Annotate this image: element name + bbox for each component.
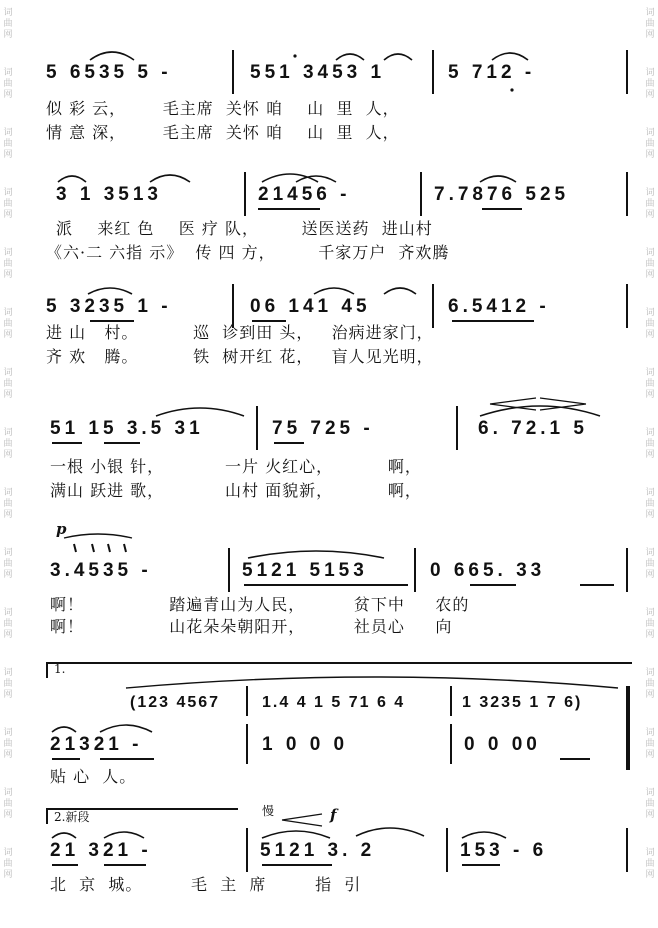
watermark-glyph: 词 (3, 608, 13, 618)
watermark-glyph: 网 (3, 90, 13, 100)
lyric-line-1: 进 山 村。 巡 诊到田 头， 治病进家门， (46, 323, 434, 342)
measure-7-1: 21 321 - (50, 840, 152, 861)
watermark-glyph: 曲 (3, 859, 13, 869)
watermark-glyph: 词 (3, 8, 13, 18)
barline (432, 50, 434, 94)
accompaniment-3: 1 3235 1 7 6) (462, 694, 583, 711)
measure-1-3: 5 712 - (448, 62, 536, 83)
watermark-glyph: 词 (645, 788, 655, 798)
watermark-glyph: 词 (645, 188, 655, 198)
watermark-glyph: 词 (645, 548, 655, 558)
watermark-glyph: 词 (645, 848, 655, 858)
watermark-glyph: 曲 (645, 379, 655, 389)
watermark-glyph: 曲 (3, 619, 13, 629)
watermark-glyph: 网 (645, 270, 655, 280)
watermark-glyph: 网 (3, 150, 13, 160)
measure-2-3: 7.7876 525 (434, 184, 570, 205)
barline (626, 828, 628, 872)
barline (432, 284, 434, 328)
watermark-glyph: 网 (3, 870, 13, 880)
watermark-glyph: 曲 (3, 379, 13, 389)
watermark-glyph: 词 (3, 188, 13, 198)
score-system-5 (0, 518, 658, 638)
barline (626, 548, 628, 592)
barline (446, 828, 448, 872)
barline (414, 548, 416, 592)
measure-2-1: 3 1 3513 (56, 184, 162, 205)
barline (450, 724, 452, 764)
watermark-glyph: 词 (645, 308, 655, 318)
watermark-glyph: 曲 (3, 259, 13, 269)
watermark-glyph: 曲 (645, 739, 655, 749)
watermark-glyph: 网 (3, 270, 13, 280)
watermark-glyph: 词 (3, 548, 13, 558)
watermark-glyph: 曲 (645, 859, 655, 869)
watermark-glyph: 词 (645, 728, 655, 738)
watermark-glyph: 网 (3, 510, 13, 520)
watermark-glyph: 词 (3, 308, 13, 318)
watermark-glyph: 词 (3, 248, 13, 258)
watermark-glyph: 网 (3, 330, 13, 340)
watermark-glyph: 词 (3, 668, 13, 678)
measure-6-2: 1 0 0 0 (262, 734, 349, 755)
watermark-glyph: 网 (645, 570, 655, 580)
barline (246, 828, 248, 872)
watermark-glyph: 词 (3, 728, 13, 738)
watermark-glyph: 曲 (3, 139, 13, 149)
barline (626, 172, 628, 216)
watermark-glyph: 网 (645, 510, 655, 520)
measure-4-2: 75 725 - (272, 418, 374, 439)
measure-6-3: 0 0 00 (464, 734, 541, 755)
measure-5-2: 5121 5153 (242, 560, 368, 581)
watermark-glyph: 曲 (645, 799, 655, 809)
watermark-glyph: 词 (3, 68, 13, 78)
watermark-glyph: 词 (645, 128, 655, 138)
watermark-glyph: 曲 (3, 439, 13, 449)
lyric-line-1: 北 京 城。 毛 主 席 指 引 (50, 875, 362, 894)
measure-3-1: 5 3235 1 - (46, 296, 172, 317)
lyric-line-2: 满山 跃进 歌， 山村 面貌新， 啊， (50, 481, 422, 500)
lyric-line-1: 啊！ 踏遍青山为人民， 贫下中 农的 (50, 595, 470, 614)
score-system-1 (0, 40, 658, 150)
measure-5-3: 0 665. 33 (430, 560, 546, 581)
accompaniment-1: (123 4567 (130, 694, 221, 711)
watermark-glyph: 词 (645, 428, 655, 438)
measure-7-3: 153 - 6 (460, 840, 548, 861)
watermark-glyph: 词 (3, 128, 13, 138)
watermark-glyph: 网 (645, 210, 655, 220)
barline (232, 50, 234, 94)
measure-1-1: 5 6535 5 - (46, 62, 172, 83)
watermark-glyph: 网 (3, 630, 13, 640)
dynamic-marking: f (330, 806, 337, 824)
watermark-glyph: 曲 (645, 19, 655, 29)
barline (246, 724, 248, 764)
first-ending-bracket (46, 662, 632, 678)
watermark-glyph: 曲 (645, 319, 655, 329)
watermark-glyph: 网 (645, 330, 655, 340)
watermark-glyph: 曲 (3, 499, 13, 509)
barline (456, 406, 458, 450)
watermark-glyph: 曲 (645, 79, 655, 89)
measure-4-3: 6. 72.1 5 (478, 418, 588, 439)
barline (626, 284, 628, 328)
lyric-line-2: 《六·二 六指 示》 传 四 方， 千家万户 齐欢腾 (46, 243, 450, 262)
watermark-glyph: 曲 (645, 439, 655, 449)
watermark-glyph: 曲 (645, 559, 655, 569)
watermark-glyph: 词 (3, 848, 13, 858)
barline (626, 50, 628, 94)
watermark-glyph: 网 (3, 690, 13, 700)
watermark-glyph: 网 (3, 810, 13, 820)
watermark-glyph: 网 (3, 450, 13, 460)
measure-4-1: 51 15 3.5 31 (50, 418, 204, 439)
watermark-glyph: 网 (645, 90, 655, 100)
lyric-line-2: 啊！ 山花朵朵朝阳开， 社员心 向 (50, 617, 453, 636)
lyric-line-1: 派 来红 色 医 疗 队， 送医送药 进山村 (56, 219, 433, 238)
watermark-glyph: 网 (645, 390, 655, 400)
watermark-glyph: 网 (645, 30, 655, 40)
lyric-line-1: 似 彩 云， 毛主席 关怀 咱 山 里 人， (46, 99, 400, 118)
watermark-glyph: 词 (645, 68, 655, 78)
repeat-barline (626, 686, 630, 770)
watermark-glyph: 网 (3, 750, 13, 760)
watermark-glyph: 网 (645, 750, 655, 760)
barline (256, 406, 258, 450)
barline (232, 284, 234, 328)
measure-6-1: 21321 - (50, 734, 143, 755)
score-system-3 (0, 280, 658, 390)
measure-5-1: 3.4535 - (50, 560, 152, 581)
score-system-4 (0, 398, 658, 508)
measure-2-2: 21456 - (258, 184, 351, 205)
watermark-glyph: 网 (645, 810, 655, 820)
watermark-glyph: 网 (645, 690, 655, 700)
barline (420, 172, 422, 216)
watermark-glyph: 网 (3, 30, 13, 40)
watermark-glyph: 词 (645, 368, 655, 378)
barline (244, 172, 246, 216)
lyric-line-1: 一根 小银 针， 一片 火红心， 啊， (50, 457, 422, 476)
dynamic-marking: p (56, 520, 67, 538)
score-system-6 (0, 652, 658, 792)
first-ending-label: 1. (54, 662, 66, 676)
watermark-glyph: 曲 (645, 679, 655, 689)
watermark-glyph: 曲 (3, 559, 13, 569)
watermark-glyph: 曲 (3, 79, 13, 89)
watermark-glyph: 曲 (645, 199, 655, 209)
measure-3-2: 06 141 45 (250, 296, 371, 317)
watermark-glyph: 词 (645, 488, 655, 498)
watermark-glyph: 网 (645, 150, 655, 160)
tempo-marking: 慢 (262, 804, 275, 818)
watermark-glyph: 曲 (3, 19, 13, 29)
watermark-glyph: 网 (3, 390, 13, 400)
watermark-glyph: 词 (645, 248, 655, 258)
watermark-glyph: 网 (645, 630, 655, 640)
score-system-7 (0, 794, 658, 924)
watermark-glyph: 词 (645, 608, 655, 618)
measure-3-3: 6.5412 - (448, 296, 550, 317)
watermark-glyph: 网 (3, 570, 13, 580)
watermark-glyph: 曲 (3, 739, 13, 749)
lyric-line-1: 贴 心 人。 (50, 767, 137, 786)
barline (246, 686, 248, 716)
watermark-glyph: 网 (3, 210, 13, 220)
watermark-glyph: 词 (3, 488, 13, 498)
watermark-glyph: 曲 (645, 499, 655, 509)
watermark-glyph: 网 (645, 450, 655, 460)
measure-1-2: 551 3453 1 (250, 62, 386, 83)
accompaniment-2: 1.4 4 1 5 71 6 4 (262, 694, 406, 711)
watermark-glyph: 曲 (645, 139, 655, 149)
lyric-line-2: 齐 欢 腾。 铁 树开红 花， 盲人见光明， (46, 347, 434, 366)
second-ending-label: 2.新段 (54, 810, 90, 824)
measure-7-2: 5121 3. 2 (260, 840, 376, 861)
score-system-2 (0, 160, 658, 270)
watermark-glyph: 曲 (3, 199, 13, 209)
watermark-glyph: 曲 (645, 619, 655, 629)
barline (228, 548, 230, 592)
barline (450, 686, 452, 716)
watermark-glyph: 曲 (3, 319, 13, 329)
watermark-glyph: 词 (3, 788, 13, 798)
watermark-glyph: 曲 (645, 259, 655, 269)
watermark-glyph: 词 (3, 428, 13, 438)
watermark-glyph: 词 (3, 368, 13, 378)
watermark-glyph: 词 (645, 668, 655, 678)
watermark-glyph: 网 (645, 870, 655, 880)
lyric-line-2: 情 意 深， 毛主席 关怀 咱 山 里 人， (46, 123, 400, 142)
watermark-glyph: 曲 (3, 679, 13, 689)
watermark-glyph: 词 (645, 8, 655, 18)
watermark-glyph: 曲 (3, 799, 13, 809)
